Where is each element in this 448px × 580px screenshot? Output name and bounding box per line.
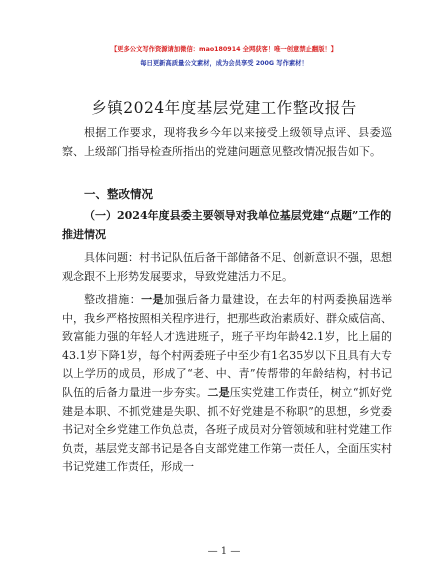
measure1-label: 一是	[141, 293, 164, 306]
intro-paragraph: 根据工作要求，现将我乡今年以来接受上级领导点评、县委巡察、上级部门指导检查所指出的党建问题意见整改情况报告如下。	[62, 126, 392, 158]
subsection-heading: （一）2024年度县委主要领导对我单位基层党建“点题”工作的推进情况	[62, 209, 392, 241]
promo-banner-line2: 每日更新高质量公文素材，成为会员享受 200G 写作素材！	[140, 60, 308, 67]
problem-paragraph: 具体问题：村书记队伍后备干部储备不足、创新意识不强，思想观念跟不上形势发展要求，导致党建活力不足。	[62, 251, 392, 283]
section-heading: 一、整改情况	[84, 187, 153, 201]
promo-banner-line1: 【更多公文写作资源请加微信：mao180914 全网获客！唯一创意禁止翻版！】	[110, 46, 338, 53]
measures-paragraph	[62, 291, 392, 477]
measure2-label: 二是	[207, 385, 230, 399]
measure2-text: 压实党建工作责任，树立“抓好党建是本职、不抓党建是失职、抓不好党建是不称职”的思想，乡党委书记对全乡党建工作负总责，各班子成员对分管领域和驻村党建工作负责，基层党支部书记是各自支部党建工作第一责任人，全面压实村书记党建工作责任，形成一	[62, 385, 393, 474]
page-number: — 1 —	[207, 546, 241, 557]
document-title: 乡镇2024年度基层党建工作整改报告	[91, 99, 357, 117]
measures-prefix: 整改措施：	[84, 293, 142, 306]
measure1-text: 加强后备力量建设，在去年的村两委换届选举中，我乡严格按照相关程序进行，把那些政治素质好、群众威信高、致富能力强的年轻人才选进班子，班子平均年龄42.1岁，比上届的43.1岁下降1岁，每个村两委班子中至少有1名35岁以下且具有大专以上学历的成员，形成了“老、中、青”传帮带的年龄结构，村书记队伍的后备力量进一步夯实。	[62, 293, 393, 399]
